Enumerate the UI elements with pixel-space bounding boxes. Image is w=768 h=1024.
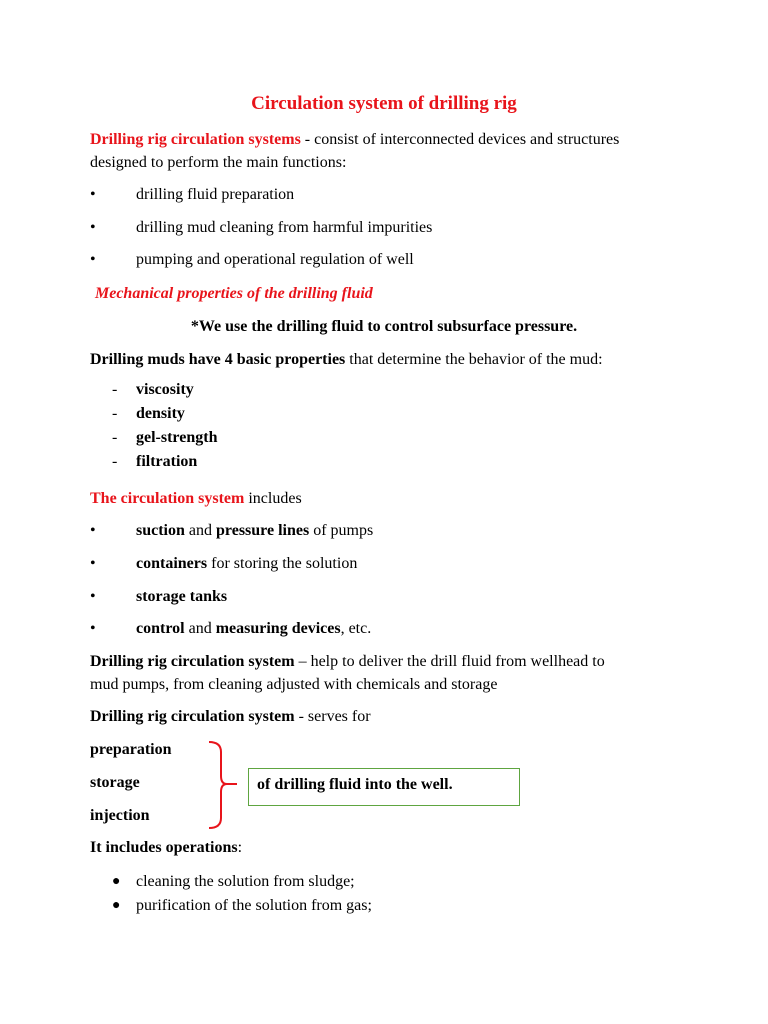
fluid-callout-box	[248, 768, 520, 806]
include-bold-1: control	[136, 620, 185, 637]
help-line-2: mud pumps, from cleaning adjusted with chemicals and storage	[90, 676, 498, 693]
include-bold-1: suction	[136, 522, 185, 539]
include-text	[136, 554, 357, 574]
page-title: Circulation system of drilling rig	[251, 93, 517, 114]
properties-intro	[90, 350, 603, 370]
pressure-note: *We use the drilling fluid to control subsurface pressure.	[190, 318, 578, 335]
circulation-term: The circulation system	[90, 490, 245, 507]
operations-heading	[90, 838, 242, 858]
include-text-2: of pumps	[309, 522, 374, 539]
bullet-dot-icon: ●	[112, 874, 121, 889]
dash-marker: -	[112, 453, 118, 470]
bullet-dot-icon: ●	[112, 898, 121, 913]
function-text: pumping and operational regulation of well	[136, 251, 414, 268]
property-text: gel-strength	[136, 429, 218, 446]
intro-line-1	[90, 130, 619, 150]
operation-text: cleaning the solution from sludge;	[136, 873, 355, 890]
bullet-marker: •	[90, 620, 96, 637]
circulation-rest: includes	[244, 490, 302, 507]
function-text: drilling mud cleaning from harmful impurities	[136, 219, 433, 236]
serves-bold: Drilling rig circulation system	[90, 708, 295, 725]
dash-marker: -	[112, 405, 118, 422]
include-bold-1: containers	[136, 555, 208, 572]
intro-rest: - consist of interconnected devices and structures	[300, 131, 620, 148]
include-text-1: for storing the solution	[207, 555, 358, 572]
property-text: density	[136, 405, 185, 422]
property-text: viscosity	[136, 381, 194, 398]
help-bold: Drilling rig circulation system	[90, 653, 295, 670]
include-text-1: and	[184, 522, 217, 539]
bullet-marker: •	[90, 555, 96, 572]
properties-intro-bold: Drilling muds have 4 basic properties	[90, 351, 346, 368]
dash-marker: -	[112, 381, 118, 398]
serve-item: preparation	[90, 741, 172, 758]
intro-line-2: designed to perform the main functions:	[90, 154, 347, 171]
function-text: drilling fluid preparation	[136, 186, 295, 203]
help-rest: – help to deliver the drill fluid from wellhead to	[294, 653, 605, 670]
include-text-2: , etc.	[340, 620, 372, 637]
property-text: filtration	[136, 453, 198, 470]
bullet-marker: •	[90, 522, 96, 539]
serves-line	[90, 707, 371, 727]
mechanical-heading: Mechanical properties of the drilling fluid	[95, 285, 373, 302]
include-text	[136, 587, 227, 607]
operation-text: purification of the solution from gas;	[136, 897, 372, 914]
operations-heading-bold: It includes operations	[90, 839, 238, 856]
bullet-marker: •	[90, 251, 96, 268]
include-text	[136, 619, 371, 639]
include-bold-2: pressure lines	[216, 522, 310, 539]
operations-heading-colon: :	[237, 839, 243, 856]
help-line-1	[90, 652, 605, 672]
circulation-includes-heading	[90, 489, 302, 509]
include-text	[136, 521, 373, 541]
serve-item: injection	[90, 807, 150, 824]
bullet-marker: •	[90, 186, 96, 203]
intro-term: Drilling rig circulation systems	[90, 131, 301, 148]
dash-marker: -	[112, 429, 118, 446]
brace-icon	[205, 740, 245, 830]
bullet-marker: •	[90, 588, 96, 605]
include-bold-1: storage tanks	[136, 588, 228, 605]
properties-intro-rest: that determine the behavior of the mud:	[345, 351, 603, 368]
include-text-1: and	[184, 620, 216, 637]
include-bold-2: measuring devices	[215, 620, 341, 637]
serve-item: storage	[90, 774, 140, 791]
bullet-marker: •	[90, 219, 96, 236]
fluid-callout-text: of drilling fluid into the well.	[257, 776, 453, 793]
serves-rest: - serves for	[294, 708, 371, 725]
